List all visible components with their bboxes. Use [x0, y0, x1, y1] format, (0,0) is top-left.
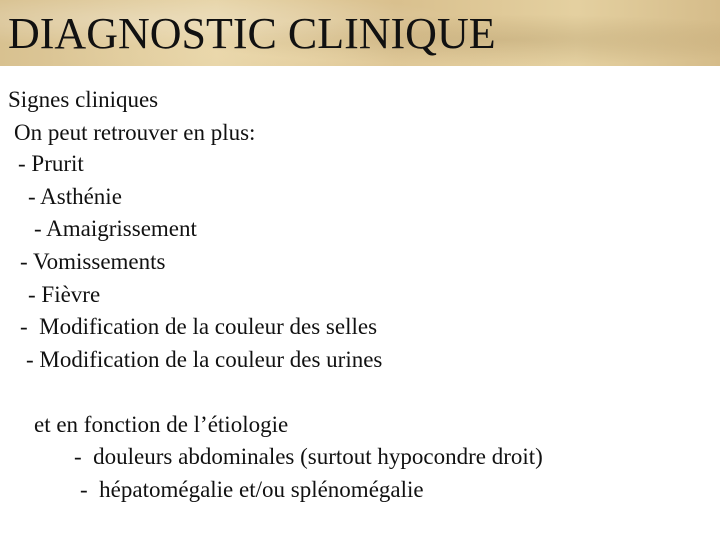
sign-item-asthenie: - Asthénie — [28, 184, 122, 209]
etiology-intro: et en fonction de l’étiologie — [34, 412, 289, 437]
sign-item-prurit: - Prurit — [18, 151, 84, 176]
section-heading: Signes cliniques — [8, 87, 159, 112]
sign-item-urines: - Modification de la couleur des urines — [26, 347, 383, 372]
sign-item-amaigrissement: - Amaigrissement — [34, 216, 197, 241]
sign-item-vomissements: - Vomissements — [20, 249, 166, 274]
title-banner — [0, 0, 720, 66]
intro-text: On peut retrouver en plus: — [14, 120, 256, 145]
etiology-item-hepatomegalie: - hépatomégalie et/ou splénomégalie — [80, 477, 424, 502]
sign-item-fievre: - Fièvre — [28, 282, 101, 307]
sign-item-selles: - Modification de la couleur des selles — [20, 314, 378, 339]
slide-title: DIAGNOSTIC CLINIQUE — [8, 9, 496, 58]
etiology-item-douleurs: - douleurs abdominales (surtout hypocondre droit) — [74, 444, 543, 469]
